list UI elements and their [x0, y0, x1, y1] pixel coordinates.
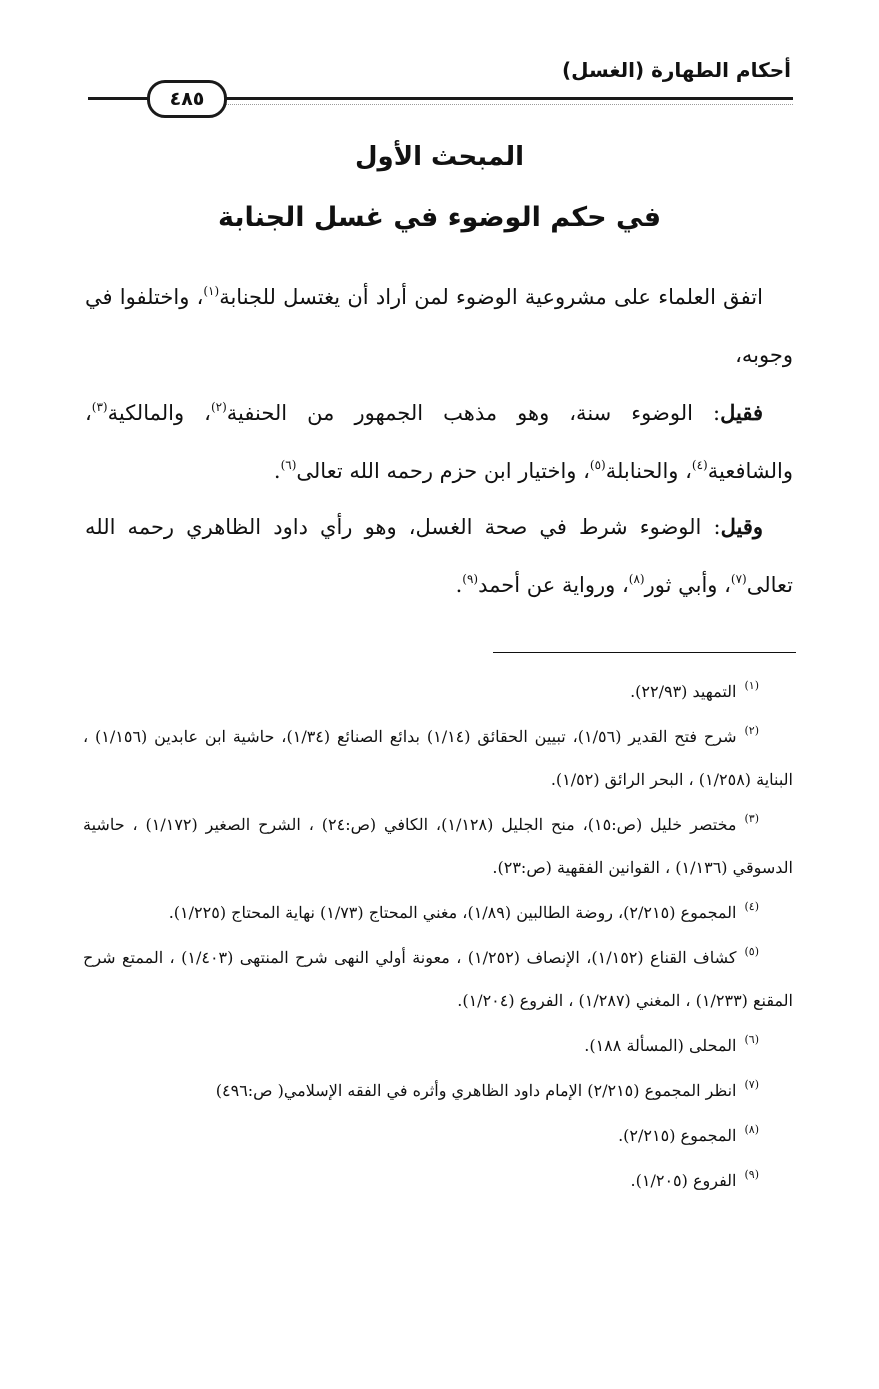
footnote-text: المجموع (٢/٢١٥)، روضة الطالبين (١/٨٩)، مغني المحتاج (١/٧٣) نهاية المحتاج (١/٢٢٥).: [168, 903, 737, 922]
section-title: المبحث الأول: [354, 142, 525, 172]
footnote-text: المجموع (٢/٢١٥).: [618, 1126, 737, 1145]
paragraph-text: .: [273, 459, 281, 483]
header-rule-secondary: [220, 104, 793, 105]
page-number: ٤٨٥: [147, 80, 227, 118]
footnote-text: شرح فتح القدير (١/٥٦)، تبيين الحقائق (١/١٤) بدائع الصنائع (١/٣٤)، حاشية ابن عابدين (١/١٥٦) ، البناية (١/٢٥٨) ، البحر الرائق (١/٥٢).: [83, 727, 793, 789]
footnote: (٣)مختصر خليل (ص:١٥)، منح الجليل (١/١٢٨)، الكافي (ص:٢٤) ، الشرح الصغير (١/١٧٢) ، حاشية الدسوقي (١/١٣٦) ، القوانين الفقهية (ص:٢٣).: [83, 812, 793, 877]
paragraph-text: : الوضوء شرط في صحة الغسل، وهو رأي داود الظاهري رحمه الله تعالى: [85, 515, 793, 597]
footnote-ref[interactable]: (٣): [91, 400, 108, 414]
footnote: (٨)المجموع (٢/٢١٥).: [618, 1123, 759, 1145]
footnote-text: كشاف القناع (١/١٥٢)، الإنصاف (١/٢٥٢) ، معونة أولي النهى شرح المنتهى (١/٤٠٣) ، الممتع شرح المقنع (١/٢٣٣) ، المغني (١/٢٨٧) ، الفروع (١/٢٠٤).: [83, 948, 793, 1010]
footnote-text: انظر المجموع (٢/٢١٥) الإمام داود الظاهري وأثره في الفقه الإسلامي( ص:٤٩٦): [215, 1081, 737, 1100]
opinion-lead: فقيل: [720, 400, 763, 425]
footnote: (٤)المجموع (٢/٢١٥)، روضة الطالبين (١/٨٩)، مغني المحتاج (١/٧٣) نهاية المحتاج (١/٢٢٥).: [168, 900, 759, 922]
paragraph-agreement: [85, 268, 793, 384]
opinion-lead: وقيل: [720, 514, 763, 539]
footnote-ref[interactable]: (٧): [730, 572, 747, 586]
paragraph-text: ، ورواية عن أحمد: [478, 573, 629, 597]
paragraph-text: ، والحنابلة: [605, 459, 692, 483]
paragraph-text: : الوضوء سنة، وهو مذهب الجمهور من الحنفية: [226, 401, 721, 425]
footnote-separator: [493, 652, 796, 653]
paragraph-text: ، والشافعية: [85, 401, 793, 483]
paragraph-second-opinion: [85, 498, 793, 614]
paragraph-text: ، وأبي ثور: [644, 573, 731, 597]
footnote-ref[interactable]: (٤): [691, 458, 708, 472]
footnote: (٢)شرح فتح القدير (١/٥٦)، تبيين الحقائق (١/١٤) بدائع الصنائع (١/٣٤)، حاشية ابن عابدين (١/١٥٦) ، البناية (١/٢٥٨) ، البحر الرائق (١/٥٢).: [83, 724, 793, 789]
footnote-text: الفروع (١/٢٠٥).: [630, 1171, 737, 1190]
footnotes: [83, 670, 793, 1204]
paragraph-first-opinion: [85, 384, 793, 500]
footnote-ref[interactable]: (١): [203, 284, 220, 298]
footnote-text: التمهيد (٢٢/٩٣).: [630, 682, 737, 701]
footnote: (٦)المحلى (المسألة ١٨٨).: [584, 1033, 759, 1055]
paragraph-text: اتفق العلماء على مشروعية الوضوء لمن أراد أن يغتسل للجنابة: [219, 285, 763, 309]
footnote-ref[interactable]: (٨): [628, 572, 645, 586]
footnote: (٧)انظر المجموع (٢/٢١٥) الإمام داود الظاهري وأثره في الفقه الإسلامي( ص:٤٩٦): [215, 1078, 759, 1100]
footnote-text: مختصر خليل (ص:١٥)، منح الجليل (١/١٢٨)، الكافي (ص:٢٤) ، الشرح الصغير (١/١٧٢) ، حاشية الدسوقي (١/١٣٦) ، القوانين الفقهية (ص:٢٣).: [83, 815, 793, 877]
footnote-ref[interactable]: (٢): [210, 400, 227, 414]
footnote: (٥)كشاف القناع (١/١٥٢)، الإنصاف (١/٢٥٢) ، معونة أولي النهى شرح المنتهى (١/٤٠٣) ، الممتع شرح المقنع (١/٢٣٣) ، المغني (١/٢٨٧) ، الفروع (١/٢٠٤).: [83, 945, 793, 1010]
paragraph-text: ، واختيار ابن حزم رحمه الله تعالى: [296, 459, 590, 483]
running-head: أحكام الطهارة (الغسل): [561, 58, 791, 82]
footnote-ref[interactable]: (٥): [589, 458, 606, 472]
footnote-text: المحلى (المسألة ١٨٨).: [584, 1036, 737, 1055]
footnote-ref[interactable]: (٩): [462, 572, 479, 586]
paragraph-text: .: [455, 573, 463, 597]
footnote: (١)التمهيد (٢٢/٩٣).: [630, 679, 759, 701]
subject-title: في حكم الوضوء في غسل الجنابة: [217, 202, 661, 233]
paragraph-text: ، واختلفوا في وجوبه،: [85, 285, 793, 367]
footnote: (٩)الفروع (١/٢٠٥).: [630, 1168, 759, 1190]
footnote-ref[interactable]: (٦): [280, 458, 297, 472]
paragraph-text: ، والمالكية: [107, 401, 211, 425]
